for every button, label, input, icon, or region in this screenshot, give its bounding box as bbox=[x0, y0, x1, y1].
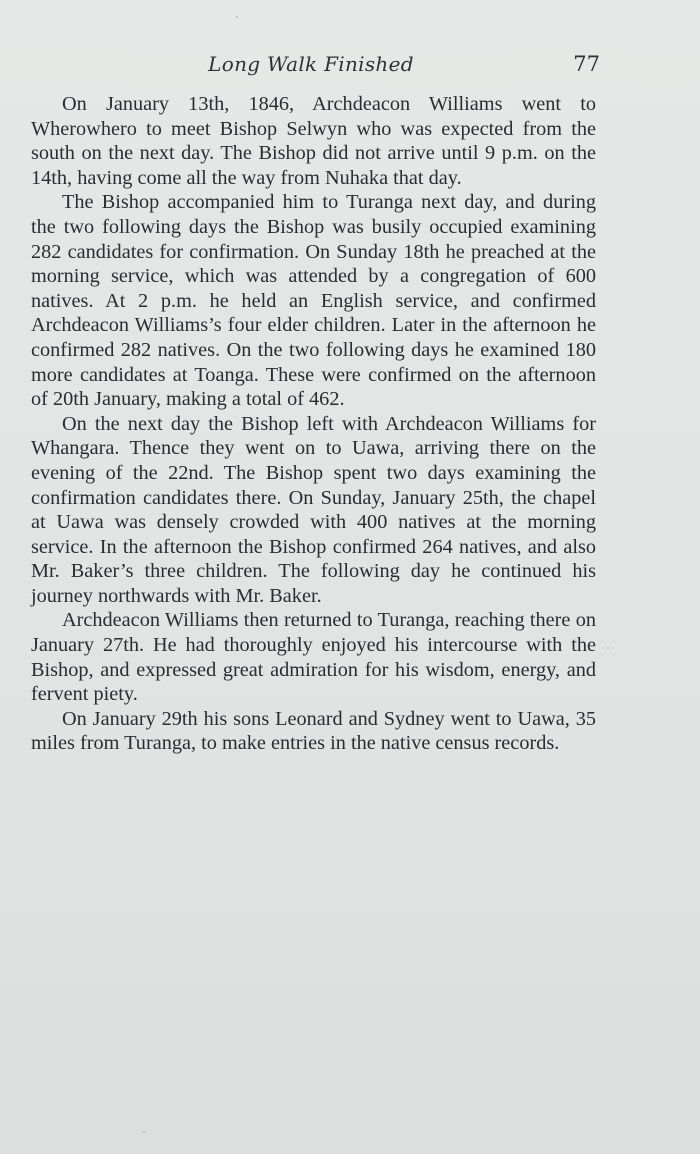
paragraph-4: Archdeacon Williams then returned to Turanga, reaching there on January 27th. He had thoroughly enjoyed his intercourse with the Bishop, and expressed great admiration for his wisdom, energy, and fervent piety. bbox=[31, 609, 596, 706]
paragraph-3: On the next day the Bishop left with Archdeacon Williams for Whangara. Thence they went on to Uawa, arriving there on the evening of the 22nd. The Bishop spent two days examining the confirmation candidates there. On Sunday, January 25th, the chapel at Uawa was densely crowded with 400 natives at the morning service. In the afternoon the Bishop confirmed 264 natives, and also Mr. Baker’s three children. The following day he continued his journey northwards with Mr. Baker. bbox=[31, 412, 596, 607]
paragraph-1: On January 13th, 1846, Archdeacon Williams went to Wherowhero to meet Bishop Selwyn who was expected from the south on the next day. The Bishop did not arrive until 9 p.m. on the 14th, having come all the way from Nuhaka that day. bbox=[31, 93, 596, 189]
paper-speck bbox=[143, 1131, 145, 1133]
running-head-title: Long Walk Finished bbox=[208, 52, 414, 76]
paper-speck bbox=[236, 16, 238, 18]
paper-speck bbox=[607, 647, 609, 649]
body-text bbox=[31, 92, 596, 756]
page-number: 77 bbox=[573, 52, 600, 76]
paragraph-5: On January 29th his sons Leonard and Sydney went to Uawa, 35 miles from Turanga, to make entries in the native census records. bbox=[31, 707, 596, 755]
paragraph-2: The Bishop accompanied him to Turanga next day, and during the two following days the Bishop was busily occupied examining 282 candidates for confirmation. On Sunday 18th he preached at the morning service, which was attended by a congregation of 600 natives. At 2 p.m. he held an English service, and confirmed Archdeacon Williams’s four elder children. Later in the afternoon he confirmed 282 natives. On the two following days he examined 180 more candidates at Toanga. These were confirmed on the afternoon of 20th January, making a total of 462. bbox=[31, 191, 596, 411]
running-head bbox=[0, 52, 700, 82]
